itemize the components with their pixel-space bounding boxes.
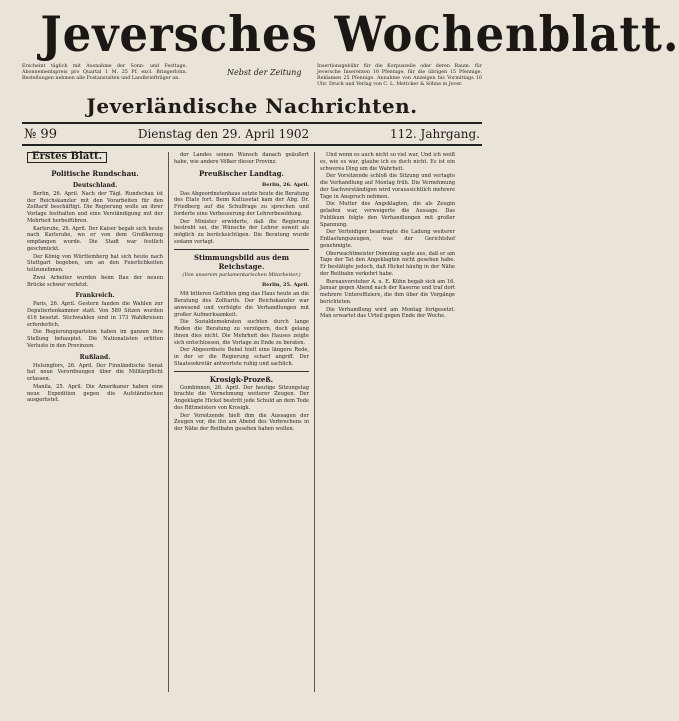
dateline-small: Berlin, 25. April.: [262, 282, 309, 289]
paragraph: Zwei Arbeiter wurden beim Bau der neuen Brücke schwer verletzt.: [27, 274, 163, 288]
paragraph: Die Verhandlung wird am Montag fortgesetzt. Man erwartet das Urteil gegen Ende der Woche.: [320, 306, 455, 320]
paragraph: Paris, 26. April. Gestern fanden die Wahlen zur Deputiertenkammer statt. Von 589 Sitzen wurden 416 besetzt. Stichwahlen sind in 173 Wahlkreisen erforderlich.: [27, 301, 163, 328]
paragraph: Karlsruhe, 26. April. Der Kaiser begab sich heute nach Karlsruhe, wo er von dem Großherzog empfangen wurde. Die Stadt war festlich geschmückt.: [27, 225, 163, 252]
subtitle: Jeverländische Nachrichten.: [86, 94, 418, 118]
paragraph: Der Verteidiger beantragte die Ladung weiterer Entlastungszeugen, was der Gerichtshof genehmigte.: [320, 229, 455, 249]
masthead-notes: [22, 64, 482, 96]
paragraph: Die Sozialdemokraten suchten durch lange Reden die Beratung zu verzögern, doch gelang ihnen dies nicht. Die Mehrheit des Hauses zeigte sich entschlossen, die Vorlage zu Ende zu beraten.: [174, 319, 309, 346]
advert-rates-note: Insertionsgebühr für die Korpuszeile oder deren Raum: für Jeversche Inserenten 10 Pfennige, für die übrigen 15 Pfennige, Reklamen 25 Pfennige. Annahme von Anzeigen bis Vormittags 10 Uhr. Druck und Verlag von C. L. Mettcker & Söhne in Jever.: [317, 64, 482, 87]
supplement-note: Nebst der Zeitung: [227, 68, 302, 77]
issue-number: № 99: [24, 126, 57, 142]
paragraph: Helsingfors, 26. April. Der Finnländische Senat hat neue Verordnungen über die Militärpflicht erlassen.: [27, 362, 163, 382]
column-1: [22, 152, 168, 692]
section-heading: Stimmungsbild aus dem Reichstage.: [193, 252, 290, 271]
subsection-heading: Rußland.: [79, 353, 111, 361]
paragraph: Die Mutter des Angeklagten, die als Zeugin geladen war, verweigerte die Aussage. Das Publikum folgte den Verhandlungen mit großer Spannung.: [320, 201, 455, 228]
volume: 112. Jahrgang.: [389, 127, 480, 141]
paragraph: Manila, 25. April. Die Amerikaner haben eine neue Expedition gegen die Aufständischen ausgerüstet.: [27, 383, 163, 404]
subscription-note: Erscheint täglich mit Ausnahme der Sonn- und Festtage. Abonnementspreis pro Quartal 1 M. 25 Pf. excl. Bringerlohn. Bestellungen nehmen alle Postanstalten und Landbriefträger an.: [22, 64, 187, 81]
subsection-heading: Deutschland.: [72, 181, 118, 189]
columns: [22, 152, 482, 692]
section-heading: Preußischer Landtag.: [199, 168, 284, 178]
paragraph: der Landes seinen Wunsch danach geäußert habe, wie andere Völker dieser Provinz.: [174, 152, 309, 165]
paragraph: Mit bitteren Gefühlen ging das Haus heute an die Beratung des Zolltarifs. Der Reichskanzler war anwesend und verfolgte die Verhandlungen mit großer Aufmerksamkeit.: [174, 291, 309, 318]
masthead-title: Jeversches Wochenblatt.: [40, 5, 679, 63]
section-subheading: (Von unserem parlamentarischen Mitarbeiter.): [182, 271, 301, 278]
paragraph: Die Regierungsparteien haben im ganzen ihre Stellung behauptet. Die Nationalisten erlitten Verluste in den Provinzen.: [27, 329, 163, 349]
paragraph: Berlin, 26. April. Nach der Tägl. Rundschau ist der Reichskanzler mit den Vorarbeiten für den Zolltarif beschäftigt. Die Regierung wolle an ihrer Vorlage festhalten und eine Verständigung mit der Mehrheit herbeiführen.: [27, 190, 163, 224]
divider: [174, 249, 309, 250]
paragraph: Das Abgeordnetenhaus setzte heute die Beratung des Etats fort. Beim Kultusetat kam der Abg. Dr. Friedberg auf die Schulfrage zu sprechen und forderte eine Verbesserung der Lehrerbesoldung.: [174, 190, 309, 217]
section-box-title: Erstes Blatt.: [27, 152, 107, 163]
paragraph: Und wenn es auch nicht so viel war, Und ich weiß es, wie es war, glaube ich es doch nicht. Es ist ein schweres Ding um die Wahrheit.: [320, 152, 455, 172]
paragraph: Der König von Württemberg hat sich heute nach Stuttgart begeben, um an den Feierlichkeiten teilzunehmen.: [27, 253, 163, 273]
paragraph: Der Vorsitzende schloß die Sitzung und vertagte die Verhandlung auf Montag früh. Die Vernehmung der Sachverständigen wird voraussichtlich mehrere Tage in Anspruch nehmen.: [320, 173, 455, 200]
subsection-heading: Frankreich.: [75, 292, 115, 300]
divider: [174, 371, 309, 372]
paragraph: Gumbinnen, 26. April. Der heutige Sitzungstag brachte die Vernehmung weiterer Zeugen. Der Angeklagte Hickel bestritt jede Schuld an dem Tode des Rittmeisters von Krosigk.: [174, 384, 309, 411]
dateline-small: Berlin, 26. April.: [262, 181, 309, 188]
issue-date: Dienstag den 29. April 1902: [137, 127, 310, 141]
column-2: [168, 152, 314, 692]
paragraph: Der Vorsitzende hielt ihm die Aussagen der Zeugen vor, die ihn am Abend des Verbrechens in der Nähe der Reitbahn gesehen haben wollen.: [174, 412, 309, 432]
paragraph: Der Abgeordnete Bebel hielt eine längere Rede, in der er die Regierung scharf angriff. Der Staatssekretär antwortete ruhig und sachlich.: [174, 347, 309, 367]
section-heading: Krosigk-Prozeß.: [209, 374, 274, 384]
column-3: [314, 152, 460, 692]
paragraph: Bureauvorsteher A. u. E. Kühn begab sich am 16. Januar gegen Abend nach der Kaserne und traf dort mehrere Unteroffiziere, die ihm über die Vorgänge berichteten.: [320, 278, 455, 305]
section-heading: Politische Rundschau.: [51, 168, 139, 178]
paragraph: Oberwachtmeister Domning sagte aus, daß er am Tage der Tat den Angeklagten nicht gesehen habe. Er bestätigte jedoch, daß Hickel häufig in der Nähe der Reitbahn verkehrt habe.: [320, 250, 455, 277]
paragraph: Der Minister erwiderte, daß die Regierung bestrebt sei, die Wünsche der Lehrer soweit als möglich zu berücksichtigen. Die Beratung wurde sodann vertagt.: [174, 218, 309, 245]
dateline: [22, 122, 482, 146]
